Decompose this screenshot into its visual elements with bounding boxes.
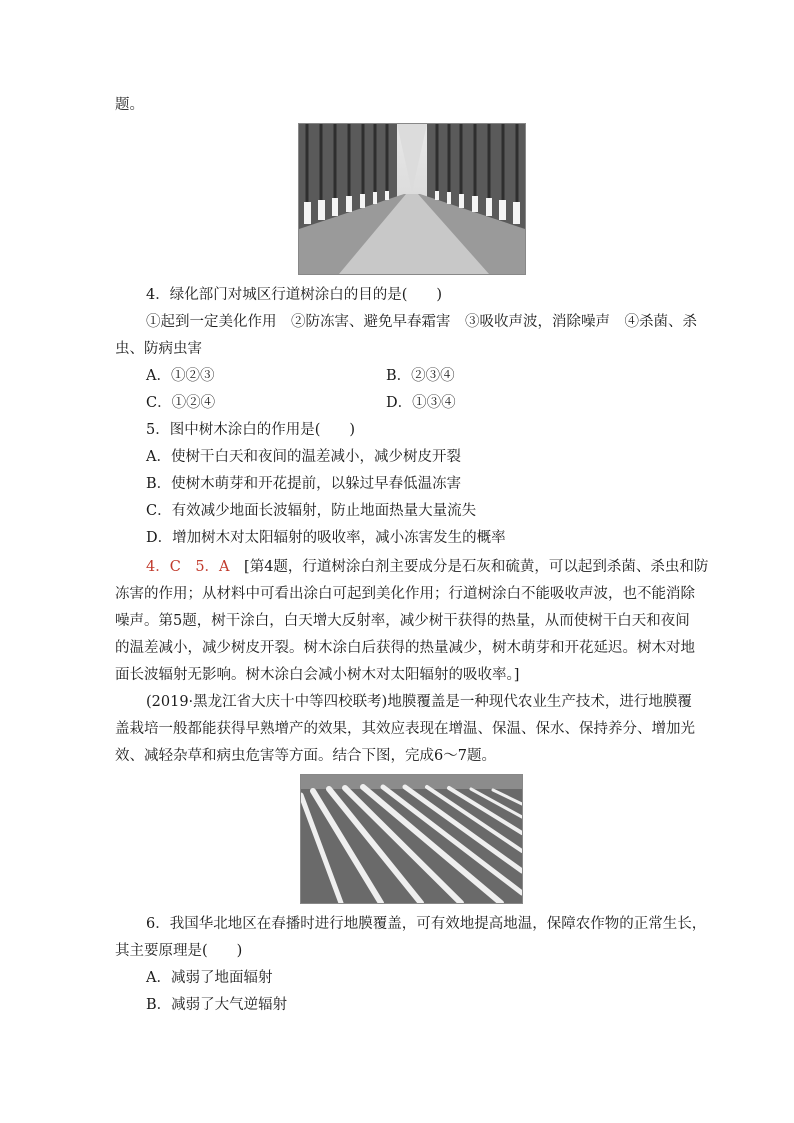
answer-key: 4．C 5．A [146,559,230,575]
question-5: 5．图中树木涂白的作用是( ) [146,422,356,438]
answer-text-line: 冻害的作用；从材料中可看出涂白可起到美化作用；行道树涂白不能吸收声波，也不能消除 [115,586,695,602]
q5-option-d: D．增加树木对太阳辐射的吸收率，减小冻害发生的概率 [146,530,506,546]
question-6-cont: 其主要原理是( ) [115,943,243,959]
answer-text-line: 面长波辐射无影响。树木涂白会减小树木对太阳辐射的吸收率。] [115,667,520,683]
material-paragraph-line: 效、减轻杂草和病虫危害等方面。结合下图，完成6～7题。 [115,748,496,764]
material-paragraph: (2019·黑龙江省大庆十中等四校联考)地膜覆盖是一种现代农业生产技术，进行地膜覆 [146,694,692,710]
tree-road-illustration [299,124,525,274]
q4-option-b: B．②③④ [386,368,455,384]
question-4-statements-cont: 虫、防病虫害 [115,341,202,357]
q5-option-b: B．使树木萌芽和开花提前，以躲过早春低温冻害 [146,476,462,492]
text-line: 题。 [115,97,144,113]
q4-option-d: D．①③④ [386,395,456,411]
q5-option-a: A．使树干白天和夜间的温差减小，减少树皮开裂 [146,449,461,465]
film-mulch-illustration [301,775,522,903]
material-paragraph-line: 盖栽培一般都能获得早熟增产的效果，其效应表现在增温、保温、保水、保持养分、增加光 [115,721,695,737]
q4-option-c: C．①②④ [146,395,216,411]
question-4-statements: ①起到一定美化作用 ②防冻害、避免早春霜害 ③吸收声波，消除噪声 ④杀菌、杀 [146,314,697,330]
q4-option-a: A．①②③ [146,368,215,384]
answer-text: [第4题，行道树涂白剂主要成分是石灰和硫黄，可以起到杀菌、杀虫和防 [229,559,709,575]
answer-text-line: 的温差减小，减少树皮开裂。树木涂白后获得的热量减少，树木萌芽和开花延迟。树木对地 [115,640,695,656]
question-4: 4．绿化部门对城区行道树涂白的目的是( ) [146,287,443,303]
tree-road-photo [298,123,526,275]
answer-explanation [146,557,708,577]
film-mulch-photo [300,774,523,904]
question-6: 6．我国华北地区在春播时进行地膜覆盖，可有效地提高地温，保障农作物的正常生长， [146,916,707,932]
q6-option-b: B．减弱了大气逆辐射 [146,997,288,1013]
answer-text-line: 噪声。第5题，树干涂白，白天增大反射率，减少树干获得的热量，从而使树干白天和夜间 [115,613,690,629]
q5-option-c: C．有效减少地面长波辐射，防止地面热量大量流失 [146,503,477,519]
q6-option-a: A．减弱了地面辐射 [146,970,273,986]
